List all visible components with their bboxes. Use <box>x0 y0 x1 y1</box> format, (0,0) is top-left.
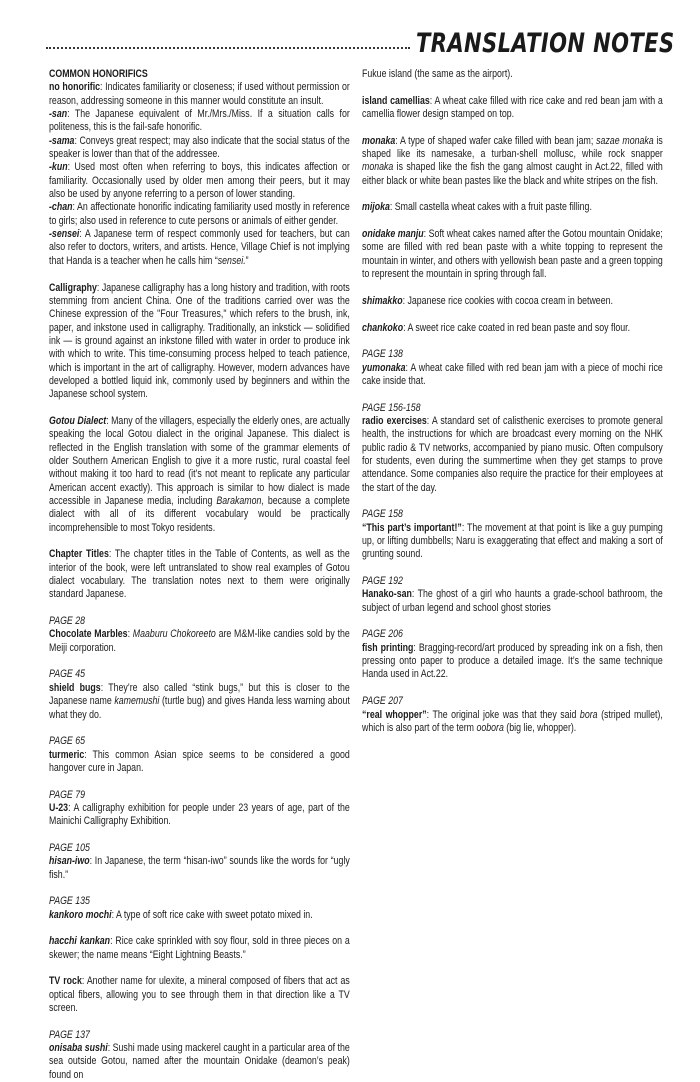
page-reference: PAGE 65 <box>49 735 86 748</box>
note-entry <box>49 935 350 962</box>
note-term: shimakko <box>362 294 403 307</box>
note-entry <box>49 668 350 721</box>
note-text <box>49 628 350 655</box>
note-run: sazae monaka <box>596 134 654 147</box>
note-text <box>49 909 350 922</box>
note-term: shield bugs <box>49 681 101 694</box>
note-run: : Soft wheat cakes named after the Gotou mountain Onidake; some are filled with red bean paste with a white topping to represent the mountain in winter, and others with yellowish bean paste and a green topping to represent the mountain in spring through fall. <box>362 228 663 281</box>
note-text <box>49 935 350 962</box>
note-term: -chan <box>49 201 73 214</box>
note-run: (big lie, whopper). <box>503 721 577 734</box>
note-term: Calligraphy <box>49 281 97 294</box>
note-term: -kun <box>49 161 68 174</box>
note-run: (striped mullet), which is also part of the term <box>362 708 663 734</box>
note-term: yumonaka <box>362 361 406 374</box>
page-reference: PAGE 138 <box>362 348 403 361</box>
note-run: : The movement at that point is like a guy pumping up, or lifting dumbbells; Naru is exaggerating that effect and making a sort of grunting sound. <box>362 521 663 561</box>
note-run: : A wheat cake filled with rice cake and red bean jam with a camellia flower design stamped on top. <box>362 94 663 121</box>
note-run: : A Japanese term of respect commonly used for teachers, but can also refer to doctors, writers, and artists. Hence, Village Chief is not implying that Handa is a teacher when he calls him “ <box>49 228 350 267</box>
note-entry <box>49 68 350 108</box>
note-run: : Conveys great respect; may also indicate that the social status of the speaker is lower than that of the addressee. <box>49 134 350 161</box>
note-run: : The Japanese equivalent of Mr./Mrs./Miss. If a situation calls for politeness, this is the fail-safe honorific. <box>49 108 350 134</box>
page-reference: PAGE 156-158 <box>362 401 421 414</box>
note-run: : The chapter titles in the Table of Contents, as well as the interior of the book, were left untranslated to show real examples of Gotou dialect vocabulary. The translation notes next to them were originally standard Japanese. <box>49 548 350 601</box>
note-text <box>49 975 350 1015</box>
note-text <box>49 228 350 268</box>
page-reference: PAGE 207 <box>362 695 403 708</box>
note-run: (turtle bug) and gives Handa less warning about what they do. <box>49 695 350 721</box>
page-title: TRANSLATION NOTES <box>416 28 675 59</box>
page-reference: PAGE 45 <box>49 668 86 681</box>
note-run: : The ghost of a girl who haunts a grade-school bathroom, the subject of urban legend and school ghost stories <box>362 588 663 614</box>
note-run: ” <box>245 254 249 267</box>
note-text <box>49 548 350 601</box>
note-term: hacchi kankan <box>49 935 111 948</box>
note-term: mijoka <box>362 201 390 214</box>
note-entry <box>49 789 350 829</box>
note-entry <box>49 282 350 402</box>
note-entry <box>49 842 350 882</box>
note-entry <box>362 135 663 188</box>
page-reference: PAGE 79 <box>49 788 86 801</box>
note-run: : A type of shaped wafer cake filled with bean jam; <box>395 134 597 147</box>
note-run: : Indicates familiarity or closeness; if used without permission or reason, addressing someone in this manner would constitute an insult. <box>49 81 350 107</box>
note-run: : Used most often when referring to boys, this indicates affection or familiarity. Occasionally used by older men among their peers, but it may also be used by anyone referring to a person of lower standing. <box>49 161 350 201</box>
note-run: : Small castella wheat cakes with a fruit paste filling. <box>389 201 592 214</box>
note-text <box>49 682 350 722</box>
note-run: Fukue island (the same as the airport). <box>362 68 513 80</box>
note-term: onisaba sushi <box>49 1042 108 1055</box>
note-term: island camellias <box>362 94 430 107</box>
note-text <box>49 1042 350 1082</box>
note-entry <box>362 508 663 561</box>
note-run: : Another name for ulexite, a mineral composed of fibers that act as optical fibers, allowing you to see through them in that direction like a TV screen. <box>49 975 350 1015</box>
note-text <box>49 201 350 228</box>
note-text <box>49 161 350 201</box>
note-entry <box>49 1029 350 1082</box>
note-term: U-23 <box>49 801 69 814</box>
note-entry <box>49 228 350 268</box>
note-run: : A sweet rice cake coated in red bean paste and soy flour. <box>403 321 631 334</box>
right-column <box>362 68 663 735</box>
header-dotted-rule <box>46 47 410 49</box>
note-entry <box>49 735 350 775</box>
note-run: : The original joke was that they said <box>426 708 580 721</box>
note-entry <box>362 575 663 615</box>
note-run: : A wheat cake filled with red bean jam with a piece of mochi rice cake inside that. <box>362 361 663 387</box>
note-term: “real whopper” <box>362 708 427 721</box>
note-run: : In Japanese, the term “hisan-iwo” sounds like the words for “ugly fish.” <box>49 855 350 881</box>
note-term: -sama <box>49 134 75 147</box>
note-term: monaka <box>362 134 396 147</box>
note-text <box>362 362 663 389</box>
note-run: monaka <box>362 161 394 174</box>
note-term: “This part’s important!” <box>362 521 462 534</box>
note-term: -san <box>49 108 68 121</box>
note-text <box>362 228 663 281</box>
note-run: : <box>127 628 133 641</box>
note-entry <box>49 201 350 228</box>
note-text <box>49 108 350 135</box>
note-text <box>362 588 663 615</box>
left-column <box>49 68 350 1082</box>
note-text <box>49 415 350 535</box>
note-term: chankoko <box>362 321 404 334</box>
note-run: : Many of the villagers, especially the elderly ones, are actually speaking the local Gotou dialect in the original Japanese. This dialect is reflected in the English translation with some of the grammar elements of older Southern American English to give it a more rustic, rural coastal feel without making it too hard to read (it’s not meant to replicate any particular American accent exactly). This approach is similar to how dialect is made accessible in Japanese media, including <box>49 414 350 507</box>
note-entry <box>362 201 663 214</box>
note-text <box>362 709 663 736</box>
note-term: radio exercises <box>362 414 427 427</box>
note-text <box>49 282 350 402</box>
note-text <box>362 135 663 188</box>
note-entry <box>49 615 350 655</box>
note-run: : A calligraphy exhibition for people under 23 years of age, part of the Mainichi Calligraphy Exhibition. <box>49 801 350 828</box>
note-entry <box>49 161 350 201</box>
note-term: -sensei <box>49 228 80 241</box>
note-run: : Japanese calligraphy has a long history and tradition, with roots stemming from ancient China. One of the traditions carried over was the Chinese expression of the "Four Treasures," which refers to the brush, ink, paper, and inkstone used in calligraphy. Traditionally, an inkstick — solidified ink — is ground against an inkstone filled with water in order to produce ink with which to write. This time-consuming process helped to teach patience, which is important in the art of calligraphy. However, modern advances have developed a bottled liquid ink, commonly used by beginners and within the Japanese school system. <box>49 281 350 401</box>
note-run: bora <box>579 708 598 721</box>
note-text <box>362 201 663 214</box>
note-text <box>362 95 663 122</box>
note-entry <box>362 228 663 281</box>
note-run: : Rice cake sprinkled with soy flour, sold in three pieces on a skewer; the name means “Eight Lightning Beasts.” <box>49 935 350 961</box>
note-entry <box>362 95 663 122</box>
section-heading: COMMON HONORIFICS <box>49 68 148 80</box>
note-run: , because a complete dialect with all of its different vocabulary would be practically incomprehensible to most Tokyo residents. <box>49 495 350 534</box>
page-reference: PAGE 135 <box>49 895 90 908</box>
note-text <box>49 855 350 882</box>
note-run: is shaped like its namesake, a turban-shell mollusc, while rock snapper <box>362 134 663 161</box>
note-term: Gotou Dialect <box>49 414 107 427</box>
note-text <box>362 295 663 308</box>
note-text <box>362 642 663 682</box>
page-reference: PAGE 158 <box>362 508 403 521</box>
note-term: TV rock <box>49 975 82 988</box>
note-run: : An affectionate honorific indicating familiarity used mostly in reference to girls; also used in reference to cute persons or animals of either gender. <box>49 201 350 227</box>
note-term: no honorific <box>49 81 101 94</box>
note-run: : They’re also called “stink bugs,” but this is closer to the Japanese name <box>49 681 350 708</box>
note-entry <box>49 108 350 135</box>
note-text <box>362 68 663 81</box>
note-term: fish printing <box>362 641 414 654</box>
note-term: Hanako-san <box>362 588 412 601</box>
note-entry <box>49 895 350 922</box>
note-term: onidake manju <box>362 228 424 241</box>
note-entry <box>362 628 663 681</box>
note-text <box>362 415 663 495</box>
note-entry <box>362 322 663 335</box>
note-term: turmeric <box>49 748 85 761</box>
note-run: : A type of soft rice cake with sweet potato mixed in. <box>111 908 313 921</box>
note-run: oobora <box>476 721 504 734</box>
note-term: kankoro mochi <box>49 908 112 921</box>
note-term: Chocolate Marbles <box>49 628 128 641</box>
note-run: : A standard set of calisthenic exercises to promote general health, the instructions for which are broadcast every morning on the NHK public radio & TV networks, accompanied by piano music. Often compulsory for students, even during the summertime when they get stamps to prove attendance. Some companies also require the practice for their employees at the start of the day. <box>362 414 663 494</box>
note-term: Chapter Titles <box>49 548 109 561</box>
note-entry <box>49 548 350 601</box>
note-entry <box>49 975 350 1015</box>
note-run: is shaped like the fish the gang almost caught in Act.22, filled with either black or white bean pastes like the black and white stripes on the fish. <box>362 161 663 187</box>
note-entry <box>362 68 663 81</box>
page-reference: PAGE 28 <box>49 615 86 628</box>
note-entry <box>49 135 350 162</box>
note-entry <box>362 348 663 388</box>
note-run: : Bragging-record/art produced by spreading ink on a fish, then pressing onto paper to produce a detailed image. It’s the same technique Handa used in Act.22. <box>362 641 663 681</box>
note-run: kamemushi <box>114 695 160 708</box>
note-text <box>49 81 350 108</box>
note-run: Maaburu Chokoreeto <box>132 628 216 641</box>
note-run: : This common Asian spice seems to be considered a good hangover cure in Japan. <box>49 748 350 774</box>
note-run: sensei. <box>217 254 246 267</box>
page-reference: PAGE 206 <box>362 628 403 641</box>
note-term: hisan-iwo <box>49 855 90 868</box>
page-reference: PAGE 137 <box>49 1028 90 1041</box>
page-reference: PAGE 105 <box>49 841 90 854</box>
note-text <box>362 322 663 335</box>
note-text <box>49 749 350 776</box>
note-run: are M&M-like candies sold by the Meiji corporation. <box>49 628 350 654</box>
note-entry <box>362 295 663 308</box>
page-reference: PAGE 192 <box>362 575 403 588</box>
note-entry <box>362 402 663 495</box>
note-run: Barakamon <box>216 495 262 507</box>
note-run: : Sushi made using mackerel caught in a particular area of the sea outside Gotou, named after the mountain Onidake (deamon’s peak) found on <box>49 1042 350 1081</box>
note-run: : Japanese rice cookies with cocoa cream in between. <box>402 294 613 307</box>
note-entry <box>49 415 350 535</box>
note-text <box>49 135 350 162</box>
note-entry <box>362 695 663 735</box>
note-text <box>49 802 350 829</box>
note-text <box>362 522 663 562</box>
